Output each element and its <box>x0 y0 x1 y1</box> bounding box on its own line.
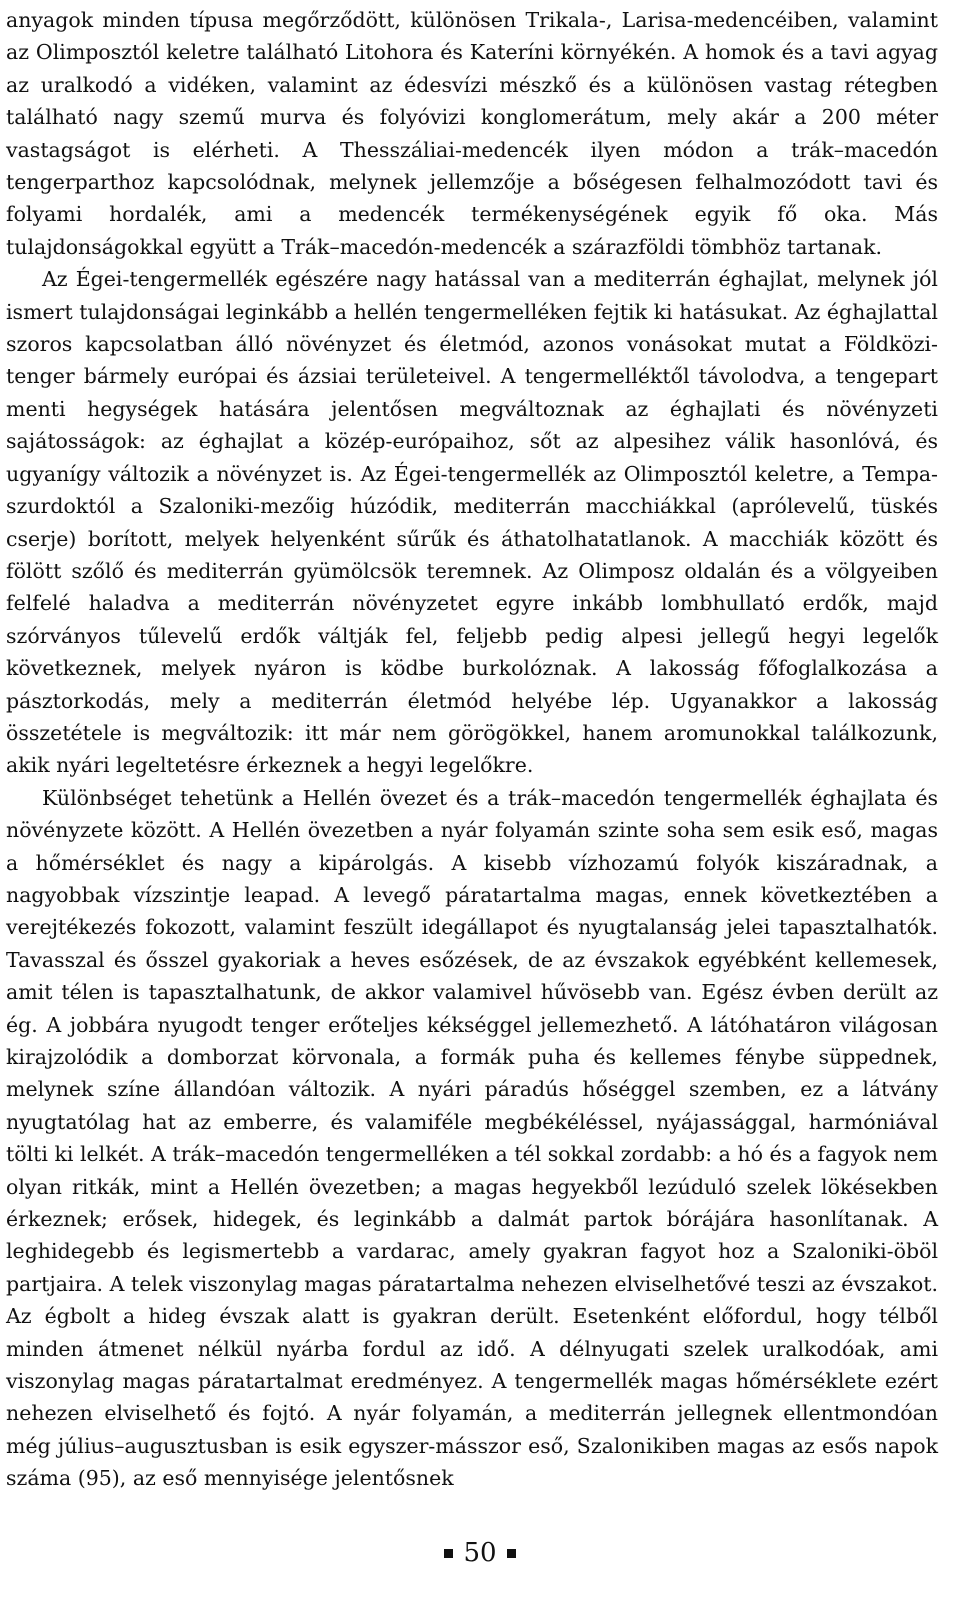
page-number: 50 <box>463 1538 497 1568</box>
square-bullet-icon <box>507 1549 516 1558</box>
paragraph-3: Különbséget tehetünk a Hellén övezet és a trák–macedón tengermellék éghajlata és növényzete között. A Hellén övezetben a nyár folyamán szinte soha sem esik eső, magas a hőmérséklet és nagy a kipárolgás. A kisebb vízhozamú folyók kiszáradnak, a nagyobbak vízszintje leapad. A levegő páratartalma magas, ennek következtében a verejtékezés fokozott, valamint feszült idegállapot és nyugtalanság jelei tapasztalhatók. Tavasszal és ősszel gyakoriak a heves esőzések, de az évszakok egyébként kellemesek, amit télen is tapasztalhatunk, de akkor valamivel hűvösebb van. Egész évben derült az ég. A jobbára nyugodt tenger erőteljes kékséggel jellemezhető. A látóhatáron világosan kirajzolódik a domborzat körvonala, a formák puha és kellemes fénybe süppednek, melynek színe állandóan változik. A nyári páradús hőséggel szemben, ez a látvány nyugtatólag hat az emberre, és valamiféle megbékéléssel, nyájassággal, harmóniával tölti ki lelkét. A trák–macedón tengermelléken a tél sokkal zordabb: a hó és a fagyok nem olyan ritkák, mint a Hellén övezetben; a magas hegyekből lezúduló szelek lökésekben érkeznek; erősek, hidegek, és leginkább a dalmát partok bórájára hasonlítanak. A leghidegebb és legismertebb a vardarac, amely gyakran fagyot hoz a Szaloniki-öböl partjaira. A telek viszonylag magas páratartalma nehezen elviselhetővé teszi az évszakot. Az égbolt a hideg évszak alatt is gyakran derült. Esetenként előfordul, hogy télből minden átmenet nélkül nyárba fordul az idő. A délnyugati szelek uralkodóak, ami viszonylag magas páratartalmat eredményez. A tengermellék magas hőmérséklete ezért nehezen elviselhető és fojtó. A nyár folyamán, a mediterrán jellegnek ellentmondóan még július–augusztusban is esik egyszer-másszor eső, Szalonikiben magas az esős napok száma (95), az eső mennyisége jelentősnek <box>6 785 938 1491</box>
square-bullet-icon <box>444 1549 453 1558</box>
paragraph-1: anyagok minden típusa megőrződött, különösen Trikala-, Larisa-medencéiben, valamint az Olimposztól keletre található Litohora és Kateríni környékén. A homok és a tavi agyag az uralkodó a vidéken, valamint az édesvízi mészkő és a különösen vastag rétegben található nagy szemű murva és folyóvizi konglomerátum, mely akár a 200 méter vastagságot is elérheti. A Thesszáliai-medencék ilyen módon a trák–macedón tengerparthoz kapcsolódnak, melynek jellemzője a bőségesen felhalmozódott tavi és folyami hordalék, ami a medencék termékenységének egyik fő oka. Más tulajdonságokkal együtt a Trák–macedón-medencék a szárazföldi tömbhöz tartanak. <box>6 8 938 259</box>
page-footer <box>0 1533 960 1573</box>
paragraph-2: Az Égei-tengermellék egészére nagy hatással van a mediterrán éghajlat, melynek jól ismert tulajdonságai leginkább a hellén tengermelléken fejtik ki hatásukat. Az éghajlattal szoros kapcsolatban álló növényzet és életmód, azonos vonásokat mutat a Földközi-tenger bármely európai és ázsiai területeivel. A tengermelléktől távolodva, a tengepart menti hegységek hatására jelentősen megváltoznak az éghajlati és növényzeti sajátosságok: az éghajlat a közép-európaihoz, sőt az alpesihez válik hasonlóvá, és ugyanígy változik a növényzet is. Az Égei-tengermellék az Olimposztól keletre, a Tempa-szurdoktól a Szaloniki-mezőig húzódik, mediterrán macchiákkal (aprólevelű, tüskés cserje) borított, melyek helyenként sűrűk és áthatolhatatlanok. A macchiák között és fölött szőlő és mediterrán gyümölcsök teremnek. Az Olimposz oldalán és a völgyeiben felfelé haladva a mediterrán növényzetet egyre inkább lombhullató erdők, majd szórványos tűlevelű erdők váltják fel, feljebb pedig alpesi jellegű hegyi legelők következnek, melyek nyáron is ködbe burkolóznak. A lakosság főfoglalkozása a pásztorkodás, mely a mediterrán életmód helyébe lép. Ugyanakkor a lakosság összetétele is megváltozik: itt már nem görögökkel, hanem aromunokkal találkozunk, akik nyári legeltetésre érkeznek a hegyi legelőkre. <box>6 267 938 778</box>
